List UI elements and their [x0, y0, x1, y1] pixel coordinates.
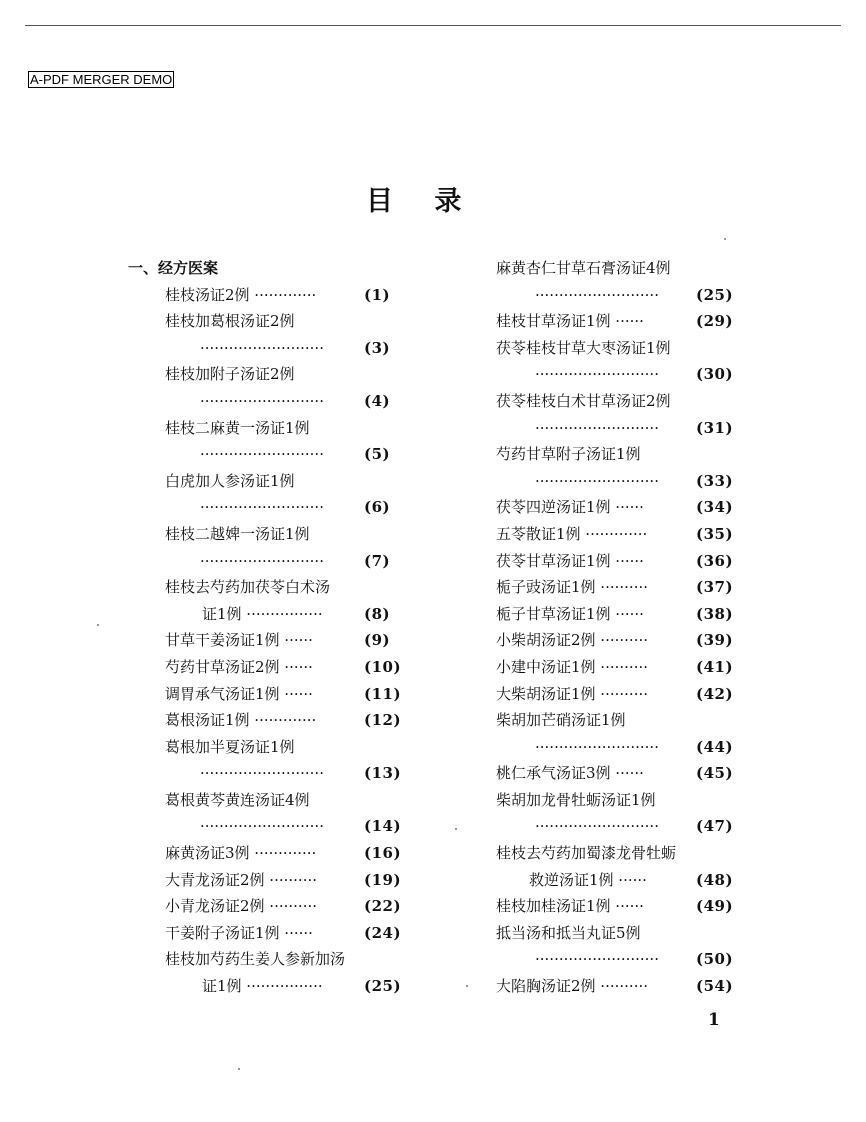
toc-page-ref: (37): [696, 578, 734, 597]
toc-entry-text: ··························: [535, 418, 659, 437]
toc-entry: [491, 282, 736, 309]
toc-page-ref: (13): [364, 764, 402, 783]
toc-entry-text: 桂枝加芍药生姜人参新加汤: [165, 950, 346, 969]
toc-right-column: [491, 255, 736, 1000]
toc-entry: [128, 468, 408, 495]
toc-entry-text: 大柴胡汤证1例 ··········: [496, 684, 648, 703]
toc-page-ref: (44): [696, 737, 734, 756]
toc-entry: [491, 760, 736, 787]
toc-entry-text: 桂枝加桂汤证1例 ······: [496, 897, 644, 916]
toc-entry: [491, 920, 736, 947]
toc-entry-text: 柴胡加龙骨牡蛎汤证1例: [496, 790, 656, 809]
toc-page-ref: (4): [364, 391, 391, 410]
toc-page-ref: (42): [696, 684, 734, 703]
toc-entry-text: 芍药甘草附子汤证1例: [496, 445, 641, 464]
toc-entry-text: 甘草干姜汤证1例 ······: [165, 631, 313, 650]
toc-page-ref: (48): [696, 870, 734, 889]
toc-entry-text: 葛根黄芩黄连汤证4例: [165, 790, 310, 809]
toc-entry: [491, 388, 736, 415]
toc-entry-text: 柴胡加芒硝汤证1例: [496, 711, 626, 730]
toc-entry-text: 桃仁承气汤证3例 ······: [496, 764, 644, 783]
toc-entry: [128, 388, 408, 415]
scan-speck: [97, 624, 99, 626]
toc-entry: [491, 494, 736, 521]
toc-entry-text: ··························: [535, 365, 659, 384]
toc-entry: [128, 867, 408, 894]
toc-page-ref: (34): [696, 498, 734, 517]
toc-entry-text: ··························: [200, 391, 324, 410]
toc-entry: [491, 787, 736, 814]
toc-entry: [491, 601, 736, 628]
toc-page-ref: (41): [696, 657, 734, 676]
toc-page-ref: (16): [364, 844, 402, 863]
toc-heading-text: 一、经方医案: [128, 259, 219, 277]
top-rule: [25, 25, 841, 26]
toc-entry: [491, 441, 736, 468]
toc-entry-text: ··························: [535, 285, 659, 304]
scan-speck: [724, 238, 726, 240]
toc-entry: [491, 468, 736, 495]
toc-page-ref: (33): [696, 471, 734, 490]
toc-section-heading: [128, 255, 408, 282]
toc-entry-text: 桂枝甘草汤证1例 ······: [496, 312, 644, 331]
toc-entry-text: ··························: [200, 764, 324, 783]
toc-entry-text: ··························: [200, 551, 324, 570]
toc-entry: [491, 308, 736, 335]
toc-entry-text: 栀子甘草汤证1例 ······: [496, 604, 644, 623]
toc-page-ref: (22): [364, 897, 402, 916]
toc-entry: [491, 521, 736, 548]
toc-entry: [128, 415, 408, 442]
toc-entry-text: 桂枝加附子汤证2例: [165, 365, 295, 384]
scan-speck: [455, 828, 457, 830]
toc-entry-text: 调胃承气汤证1例 ······: [165, 684, 313, 703]
toc-entry-text: 茯苓甘草汤证1例 ······: [496, 551, 644, 570]
toc-page-ref: (6): [364, 498, 391, 517]
toc-entry: [128, 335, 408, 362]
toc-page-ref: (14): [364, 817, 402, 836]
toc-entry: [128, 734, 408, 761]
toc-entry: [491, 255, 736, 282]
toc-page-ref: (49): [696, 897, 734, 916]
toc-entry-text: ··························: [535, 737, 659, 756]
toc-entry: [491, 840, 736, 867]
toc-entry-text: 大陷胸汤证2例 ··········: [496, 977, 648, 996]
toc-page-ref: (31): [696, 418, 734, 437]
toc-entry: [491, 415, 736, 442]
toc-page-ref: (24): [364, 923, 402, 942]
toc-entry: [491, 813, 736, 840]
toc-entry-text: 五苓散证1例 ·············: [496, 524, 648, 543]
toc-entry: [491, 627, 736, 654]
toc-entry-text: 证1例 ················: [202, 977, 323, 996]
toc-entry-text: 桂枝去芍药加茯苓白术汤: [165, 578, 331, 597]
toc-entry: [128, 441, 408, 468]
toc-page-ref: (39): [696, 631, 734, 650]
toc-entry-text: 芍药甘草汤证2例 ······: [165, 657, 313, 676]
toc-page-ref: (47): [696, 817, 734, 836]
toc-entry: [128, 574, 408, 601]
toc-entry: [491, 361, 736, 388]
toc-page-ref: (10): [364, 657, 402, 676]
toc-entry: [491, 681, 736, 708]
toc-page-ref: (38): [696, 604, 734, 623]
toc-entry: [491, 335, 736, 362]
toc-page-ref: (36): [696, 551, 734, 570]
toc-entry: [128, 601, 408, 628]
toc-entry-text: ··························: [535, 471, 659, 490]
toc-entry-text: 葛根加半夏汤证1例: [165, 737, 295, 756]
toc-entry: [128, 308, 408, 335]
toc-entry-text: 白虎加人参汤证1例: [165, 471, 295, 490]
toc-entry: [491, 574, 736, 601]
toc-entry-text: 茯苓桂枝白术甘草汤证2例: [496, 391, 671, 410]
toc-entry-text: ··························: [200, 445, 324, 464]
toc-entry: [128, 707, 408, 734]
toc-page-ref: (19): [364, 870, 402, 889]
toc-page-ref: (3): [364, 338, 391, 357]
toc-entry: [491, 893, 736, 920]
toc-page-ref: (12): [364, 711, 402, 730]
toc-entry: [128, 627, 408, 654]
toc-entry-text: ··························: [200, 498, 324, 517]
toc-entry-text: ··························: [200, 817, 324, 836]
toc-entry-text: 证1例 ················: [202, 604, 323, 623]
toc-entry: [491, 707, 736, 734]
toc-entry-text: 小建中汤证1例 ··········: [496, 657, 648, 676]
toc-page-ref: (9): [364, 631, 391, 650]
toc-entry-text: ··························: [200, 338, 324, 357]
toc-entry: [128, 654, 408, 681]
toc-page-ref: (35): [696, 524, 734, 543]
toc-entry-text: 麻黄杏仁甘草石膏汤证4例: [496, 259, 671, 277]
toc-entry: [128, 920, 408, 947]
page-title: 目 录: [366, 186, 478, 217]
toc-page-ref: (54): [696, 977, 734, 996]
watermark-label: A-PDF MERGER DEMO: [30, 72, 173, 87]
toc-entry: [128, 946, 408, 973]
toc-entry-text: 桂枝二麻黄一汤证1例: [165, 418, 310, 437]
toc-page-ref: (50): [696, 950, 734, 969]
toc-entry-text: 葛根汤证1例 ·············: [165, 711, 317, 730]
toc-entry-text: 小青龙汤证2例 ··········: [165, 897, 317, 916]
toc-entry-text: 茯苓桂枝甘草大枣汤证1例: [496, 338, 671, 357]
toc-entry: [128, 787, 408, 814]
toc-page-ref: (1): [364, 285, 391, 304]
toc-entry-text: 桂枝加葛根汤证2例: [165, 312, 295, 331]
toc-page-ref: (30): [696, 365, 734, 384]
toc-entry: [128, 361, 408, 388]
toc-entry: [491, 973, 736, 1000]
toc-entry-text: 桂枝汤证2例 ·············: [165, 285, 317, 304]
toc-entry: [128, 760, 408, 787]
toc-entry: [491, 654, 736, 681]
toc-page-ref: (8): [364, 604, 391, 623]
toc-entry-text: 干姜附子汤证1例 ······: [165, 923, 313, 942]
toc-entry-text: 栀子豉汤证1例 ··········: [496, 578, 648, 597]
toc-entry: [128, 893, 408, 920]
toc-entry-text: 茯苓四逆汤证1例 ······: [496, 498, 644, 517]
toc-left-column: [128, 255, 408, 1000]
toc-entry-text: 桂枝去芍药加蜀漆龙骨牡蛎: [496, 844, 677, 863]
toc-entry: [128, 840, 408, 867]
toc-entry: [128, 813, 408, 840]
toc-entry: [491, 548, 736, 575]
toc-page-ref: (25): [364, 977, 402, 996]
toc-entry: [491, 946, 736, 973]
toc-page-ref: (45): [696, 764, 734, 783]
toc-entry-text: 救逆汤证1例 ······: [529, 870, 647, 889]
toc-entry: [491, 867, 736, 894]
toc-entry: [128, 548, 408, 575]
toc-entry-text: 大青龙汤证2例 ··········: [165, 870, 317, 889]
toc-entry: [128, 494, 408, 521]
footer-page-number: 1: [708, 1010, 720, 1030]
toc-page-ref: (7): [364, 551, 391, 570]
toc-page-ref: (5): [364, 445, 391, 464]
toc-page-ref: (29): [696, 312, 734, 331]
toc-page-ref: (25): [696, 285, 734, 304]
toc-entry-text: 麻黄汤证3例 ·············: [165, 844, 317, 863]
toc-entry: [128, 681, 408, 708]
toc-page-ref: (11): [364, 684, 402, 703]
toc-entry: [128, 282, 408, 309]
toc-entry: [491, 734, 736, 761]
toc-entry: [128, 521, 408, 548]
toc-entry-text: 抵当汤和抵当丸证5例: [496, 923, 641, 942]
toc-entry-text: 小柴胡汤证2例 ··········: [496, 631, 648, 650]
toc-entry: [128, 973, 408, 1000]
scan-speck: [466, 985, 468, 987]
toc-entry-text: ··························: [535, 817, 659, 836]
toc-entry-text: 桂枝二越婢一汤证1例: [165, 524, 310, 543]
scan-speck: [238, 1068, 240, 1070]
toc-entry-text: ··························: [535, 950, 659, 969]
